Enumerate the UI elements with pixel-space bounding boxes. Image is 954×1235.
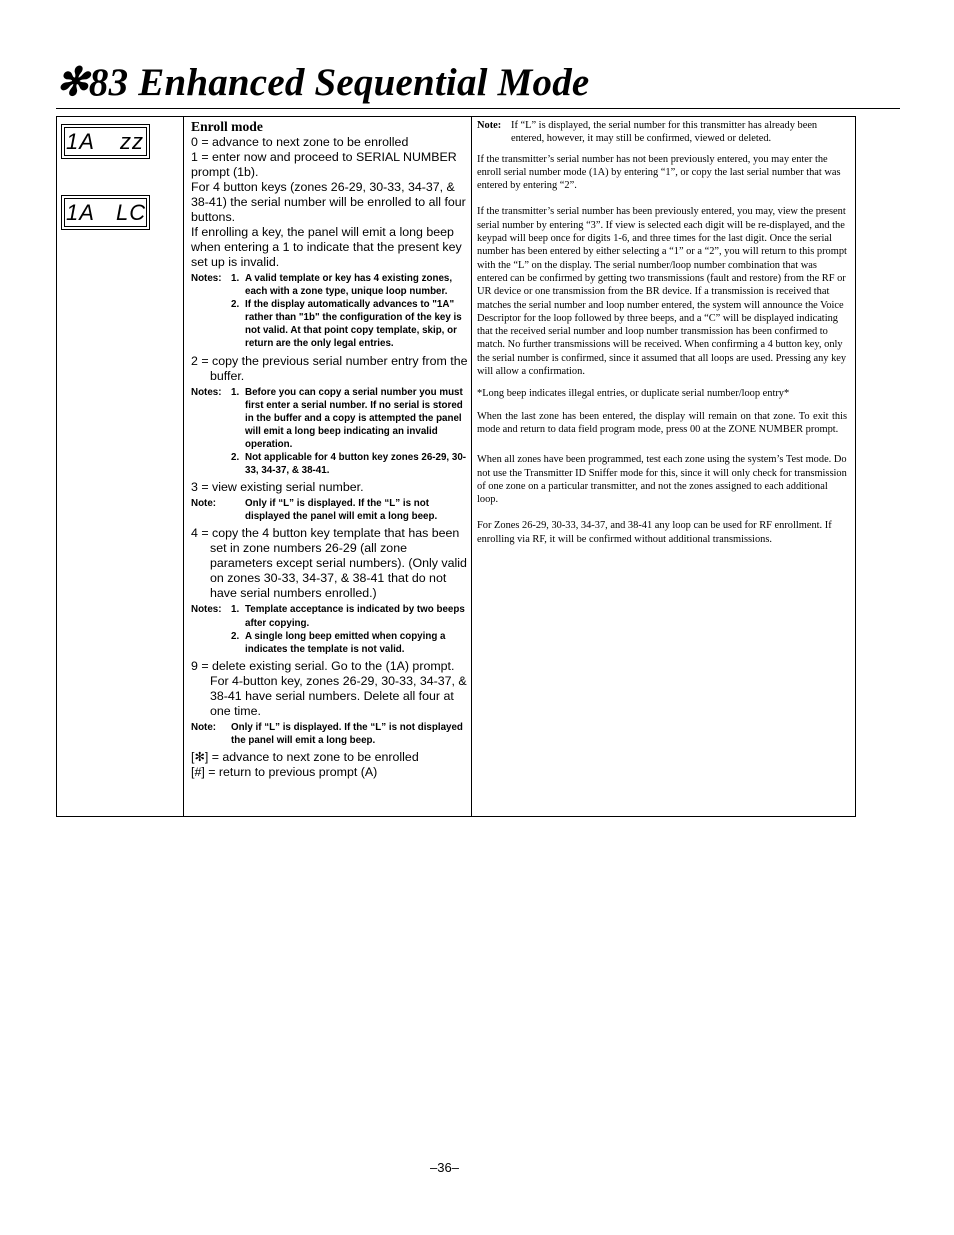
display-1-left: 1A	[66, 129, 95, 154]
column-divider	[183, 117, 184, 816]
title-rule	[56, 108, 900, 109]
right-paragraph-3: *Long beep indicates illegal entries, or duplicate serial number/loop entry*	[477, 388, 790, 400]
notes-block-4: Notes: 1. Template acceptance is indicated by two beeps after copying. 2. A single long beep emitted when copying a indicates the template is not valid.	[191, 604, 465, 655]
right-paragraph-6: For Zones 26-29, 30-33, 34-37, and 38-41 any loop can be used for RF enrollment. If enrolling via RF, it will be confirmed without additional transmissions.	[477, 520, 832, 545]
display-2-right: LC	[116, 200, 147, 225]
option-2: 2 = copy the previous serial number entry from the buffer.	[191, 353, 468, 383]
display-column	[57, 117, 183, 816]
page-title: ✻83 Enhanced Sequential Mode	[56, 61, 590, 104]
notes-block-1: Notes: 1. A valid template or key has 4 existing zones, each with a zone type, unique loop number. 2. If the display automatically advances to "1A" rather than "1b" the configuration of the key is not valid. At that point copy template, skip, or return are the only legal entries.	[191, 273, 462, 350]
right-paragraph-2: If the transmitter’s serial number has been previously entered, you may, view the present serial number by entering “3”. If view is selected each digit will be re-displayed, and the keypad will beep once for digits 1-6, and three times for the last digit. Once the serial number has been entered by either selecting a “1” or a “2”, you will return to this prompt with the “L” on the display. The serial number/loop number combination that was entered can be confirmed by getting two transmissions (fault and restore) from the RF or UR device or one transmission from the BR device. If a transmission is received that matches the serial number and loop number entered, the system will announce the Voice Descriptor for the loop followed by three beeps, and a “C” will be displayed indicating that the received serial number and loop number transmission has been confirmed to match. No further transmissions will be received. When confirming a 4 button key, only the serial number is confirmed, since it assumed that all loops are used. Pressing any key will allow a confirmation.	[477, 206, 847, 378]
column-divider	[471, 117, 472, 816]
right-note: Note: If “L” is displayed, the serial number for this transmitter has already been entered, however, it may still be confirmed, viewed or deleted.	[477, 120, 818, 145]
enroll-column	[191, 119, 471, 780]
note-block-9: Note: Only if “L” is displayed. If the “L” is not displayed the panel will emit a long beep.	[191, 721, 463, 746]
program-table	[56, 116, 856, 817]
right-paragraph-5: When all zones have been programmed, test each zone using the system’s Test mode. Do not use the Transmitter ID Sniffer mode for this, since it will only check for transmission of one zone on a particular transmitter, and not the zones assigned to each additional loop.	[477, 454, 847, 506]
page-number: –36–	[430, 1160, 459, 1175]
display-1-right: zz	[120, 129, 144, 154]
right-paragraph-1: If the transmitter’s serial number has not been previously entered, you may enter the enroll serial number mode (1A) by entering “1”, or copy the last serial number that was entered by entering “2”.	[477, 153, 841, 192]
enroll-line: If enrolling a key, the panel will emit a long beep when entering a 1 to indicate that the present key set up is invalid.	[191, 225, 462, 269]
option-4: 4 = copy the 4 button key template that has been set in zone numbers 26-29 (all zone parameters except serial numbers). (Only valid on zones 30-33, 34-37, & 38-41 that do not have serial numbers enrolled.)	[191, 526, 467, 601]
option-9: 9 = delete existing serial. Go to the (1A) prompt. For 4-button key, zones 26-29, 30-33, 34-37, & 38-41 have serial numbers. Delete all four at one time.	[191, 658, 467, 718]
enroll-line: 1 = enter now and proceed to SERIAL NUMBER prompt (1b).	[191, 150, 457, 179]
pound-key-line: [#] = return to previous prompt (A)	[191, 764, 378, 779]
right-paragraph-4: When the last zone has been entered, the display will remain on that zone. To exit this mode and return to data field program mode, press 00 at the ZONE NUMBER prompt.	[477, 410, 847, 435]
enroll-line: For 4 button keys (zones 26-29, 30-33, 34-37, & 38-41) the serial number will be enrolled to all four buttons.	[191, 180, 466, 224]
star-key-line: [✻] = advance to next zone to be enrolled	[191, 749, 419, 764]
note-block-3: Note: Only if “L” is displayed. If the “L” is not displayed the panel will emit a long beep.	[191, 498, 438, 523]
explanation-column	[477, 119, 847, 546]
enroll-heading: Enroll mode	[191, 119, 263, 134]
keypad-display-2	[61, 195, 150, 230]
notes-block-2: Notes: 1. Before you can copy a serial number you must first enter a serial number. If no serial is stored in the buffer and a copy is attempted the panel will emit a long beep indicating an invalid operation. 2. Not applicable for 4 button key zones 26-29, 30-33, 34-37, & 38-41.	[191, 386, 467, 477]
option-3: 3 = view existing serial number.	[191, 480, 364, 495]
keypad-display-1	[61, 124, 150, 159]
enroll-line: 0 = advance to next zone to be enrolled	[191, 135, 409, 149]
display-2-left: 1A	[66, 200, 95, 225]
